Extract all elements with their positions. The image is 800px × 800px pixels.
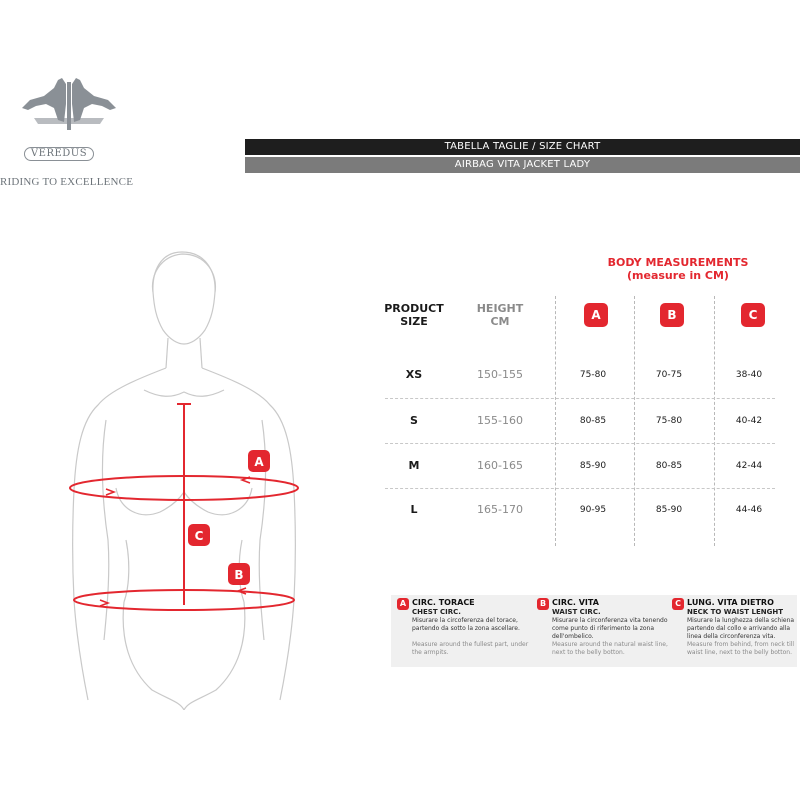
column-height: HEIGHT CM [476,302,524,328]
chest-cell: 80-85 [579,416,607,426]
waist-cell: 75-80 [655,416,683,426]
size-cell: S [410,414,418,427]
size-cell: XS [405,368,423,381]
height-cell: 165-170 [477,503,523,516]
table-row [378,502,788,518]
table-row [378,413,788,429]
head-outline [153,252,215,344]
waist-cell: 70-75 [655,370,683,380]
legend-title-en: WAIST CIRC. [552,608,601,616]
length-cell: 44-46 [735,505,763,515]
legend-title-it: CIRC. VITA [552,598,599,607]
size-cell: M [408,459,420,472]
legend-desc-it: Misurare la circoferenza del torace, partendo da sotto la zona ascellare. [412,617,520,632]
body-measurements-title: BODY MEASUREMENTS (measure in CM) [607,256,749,282]
column-product-size: PRODUCT SIZE [384,302,444,328]
height-cell: 160-165 [477,459,523,472]
legend-title-en: CHEST CIRC. [412,608,461,616]
legend-badge-b: B [537,598,549,610]
column-badge-b: B [660,303,684,327]
product-name: AIRBAG VITA JACKET LADY [245,157,800,173]
legend-title-it: LUNG. VITA DIETRO [687,598,774,607]
chest-cell: 90-95 [579,505,607,515]
legend-badge-a: A [397,598,409,610]
brand-logo [0,68,150,198]
waist-cell: 85-90 [655,505,683,515]
size-chart-title: TABELLA TAGLIE / SIZE CHART [245,139,800,155]
measurement-legend [391,595,797,667]
height-cell: 155-160 [477,414,523,427]
legend-title-en: NECK TO WAIST LENGHT [687,608,783,616]
brand-name: VEREDUS [24,147,94,161]
row-divider [385,488,775,489]
size-cell: L [410,503,418,516]
row-divider [385,398,775,399]
brand-tagline: RIDING TO EXCELLENCE [0,176,134,188]
chest-cell: 75-80 [579,370,607,380]
figure-badge-a-label: A [254,455,264,469]
table-row [378,458,788,474]
legend-desc-it: Misurare la circonferenza vita tenendo come punto di riferimento la zona dell'ombelico. [552,617,668,640]
waist-cell: 80-85 [655,461,683,471]
chest-cell: 85-90 [579,461,607,471]
legend-desc-en: Measure around the natural waist line, next to the belly botton. [552,641,668,656]
legend-desc-en: Measure from behind, from neck till waist line, next to the belly botton. [687,641,795,656]
legend-desc-en: Measure around the fullest part, under the armpits. [412,641,529,656]
figure-badge-c-label: C [194,529,204,543]
length-cell: 38-40 [735,370,763,380]
column-badge-a: A [584,303,608,327]
length-cell: 40-42 [735,416,763,426]
body-figure [60,240,315,710]
legend-title-it: CIRC. TORACE [412,598,475,607]
row-divider [385,443,775,444]
height-cell: 150-155 [477,368,523,381]
figure-badge-b-label: B [234,568,244,582]
column-badge-c: C [741,303,765,327]
length-cell: 42-44 [735,461,763,471]
horses-emblem-icon [14,74,124,154]
torso-outline [73,368,167,700]
legend-desc-it: Misurare la lunghezza della schiena partendo dal collo e arrivando alla linea della circonferenza vita. [687,617,795,640]
legend-badge-c: C [672,598,684,610]
table-row [378,367,788,383]
